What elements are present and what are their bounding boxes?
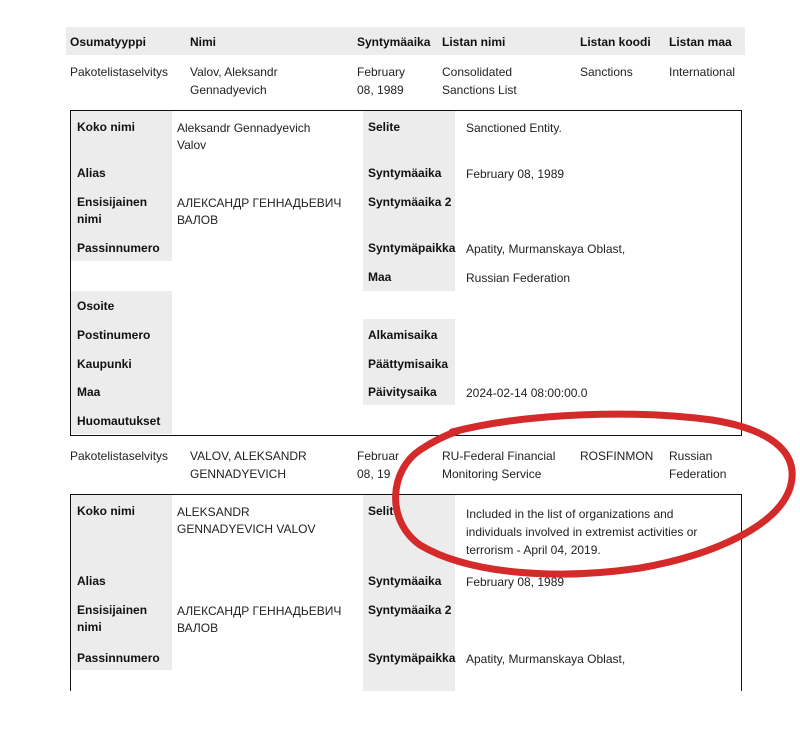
value-ensisijainen-line1: АЛЕКСАНДР ГЕННАДЬЕВИЧ [177,196,342,210]
label-huomautukset: Huomautukset [77,414,161,428]
value-selite-line3: terrorism - April 04, 2019. [466,543,601,557]
label-selite: Selite [368,120,401,134]
label-syntymapaikka: Syntymäpaikka [368,651,456,665]
row1-nimi-line2: Gennadyevich [190,83,267,97]
value-koko-nimi-line1: ALEKSANDR [177,505,250,519]
row2-syntymaaika-line1: Februar [357,449,400,463]
value-selite-line2: individuals involved in extremist activities or [466,525,698,539]
label-passinnumero: Passinnumero [77,241,160,255]
label-maa: Maa [77,385,101,399]
row2-nimi-line1: VALOV, ALEKSANDR [190,449,307,463]
value-syntymaaika: February 08, 1989 [466,167,565,181]
row1-listan-maa: International [669,65,736,79]
row1-listan-nimi-line1: Consolidated [442,65,513,79]
col-osumatyyppi: Osumatyyppi [70,35,147,49]
label-syntymaaika-2: Syntymäaika 2 [368,603,452,617]
detail-panel-1 [70,110,742,436]
col-syntymaaika: Syntymäaika [357,35,431,49]
row1-listan-nimi-line2: Sanctions List [442,83,517,97]
row2-nimi-line2: GENNADYEVICH [190,467,287,481]
row2-syntymaaika-line2: 08, 19 [357,467,391,481]
label-syntymaaika-2: Syntymäaika 2 [368,195,452,209]
label-syntymaaika: Syntymäaika [368,574,442,588]
row1-listan-koodi: Sanctions [580,65,633,79]
row2-listan-maa-line1: Russian [669,449,713,463]
col-listan-nimi: Listan nimi [442,35,506,49]
label-passinnumero: Passinnumero [77,651,160,665]
label-alkamisaika: Alkamisaika [368,328,438,342]
col-listan-koodi: Listan koodi [580,35,651,49]
row1-osumatyyppi: Pakotelistaselvitys [70,65,169,79]
col-listan-maa: Listan maa [669,35,732,49]
label-syntymaaika: Syntymäaika [368,166,442,180]
row2-listan-maa-line2: Federation [669,467,727,481]
label-paattymisaika: Päättymisaika [368,357,449,371]
value-selite: Sanctioned Entity. [466,121,562,135]
results-header-row [66,27,745,55]
value-ensisijainen-line1: АЛЕКСАНДР ГЕННАДЬЕВИЧ [177,604,342,618]
value-syntymapaikka: Apatity, Murmanskaya Oblast, [466,652,626,666]
value-koko-nimi-line2: GENNADYEVICH VALOV [177,522,316,536]
value-paivitysaika: 2024-02-14 08:00:00.0 [466,386,588,400]
value-selite-line1: Included in the list of organizations and [466,507,674,521]
row2-listan-nimi-line1: RU-Federal Financial [442,449,556,463]
col-nimi: Nimi [190,35,217,49]
label-alias: Alias [77,166,106,180]
label-ensisijainen-line2: nimi [77,212,102,226]
value-ensisijainen-line2: ВАЛОВ [177,621,219,635]
label-ensisijainen-line2: nimi [77,620,102,634]
label-ensisijainen-line1: Ensisijainen [77,603,148,617]
label-kaupunki: Kaupunki [77,357,132,371]
label-koko-nimi: Koko nimi [77,120,136,134]
row1-syntymaaika-line1: February [357,65,406,79]
row2-osumatyyppi: Pakotelistaselvitys [70,449,169,463]
label-postinumero: Postinumero [77,328,151,342]
label-paivitysaika: Päivitysaika [368,385,437,399]
row2-listan-koodi: ROSFINMON [580,449,654,463]
value-syntymaaika: February 08, 1989 [466,575,565,589]
value-ensisijainen-line2: ВАЛОВ [177,213,219,227]
value-syntymapaikka: Apatity, Murmanskaya Oblast, [466,242,626,256]
label-alias: Alias [77,574,106,588]
value-koko-nimi-line1: Aleksandr Gennadyevich [177,121,311,135]
label-syntymapaikka: Syntymäpaikka [368,241,456,255]
row1-syntymaaika-line2: 08, 1989 [357,83,404,97]
value-maa: Russian Federation [466,271,571,285]
value-koko-nimi-line2: Valov [177,138,207,152]
label-selite: Selite [368,504,401,518]
row2-listan-nimi-line2: Monitoring Service [442,467,542,481]
detail-panel-2 [70,494,742,691]
label-maa-right: Maa [368,270,392,284]
label-ensisijainen-line1: Ensisijainen [77,195,148,209]
label-osoite: Osoite [77,299,115,313]
row1-nimi-line1: Valov, Aleksandr [190,65,278,79]
label-koko-nimi: Koko nimi [77,504,136,518]
